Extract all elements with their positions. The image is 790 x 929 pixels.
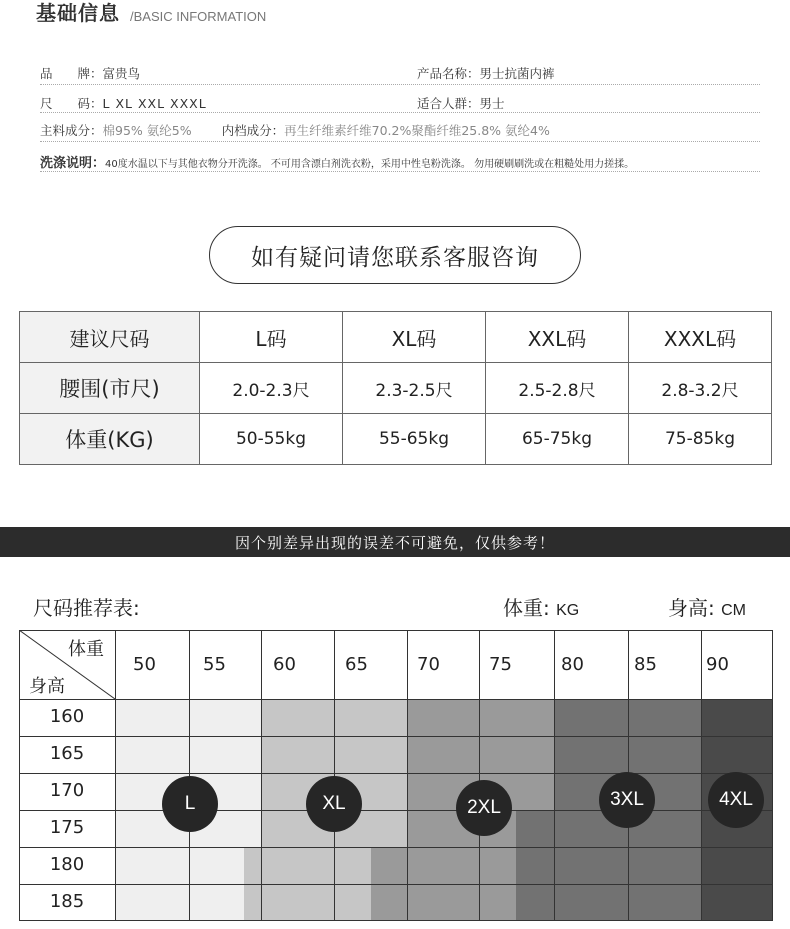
divider: [40, 112, 760, 113]
grid-line: [19, 699, 773, 700]
audience-row: [417, 94, 505, 112]
divider: [40, 141, 760, 142]
weight-header: 80: [561, 654, 584, 675]
size-badge: L: [162, 776, 218, 832]
grid-cell: [554, 699, 628, 736]
grid-cell: [261, 736, 334, 773]
section-title: 基础信息: [36, 1, 120, 25]
size-label: 尺 码：: [40, 96, 103, 111]
weight-header: 70: [417, 654, 440, 675]
table-cell: 2.5-2.8尺: [486, 363, 629, 414]
weight-legend: [503, 592, 579, 621]
weight-header: 75: [489, 654, 512, 675]
grid-line: [701, 630, 702, 921]
table-header-cell: XXL码: [486, 312, 629, 363]
weight-header: 65: [345, 654, 368, 675]
grid-line: [115, 630, 116, 921]
table-cell: 75-85kg: [629, 414, 772, 465]
grid-cell: [554, 884, 628, 921]
height-row-label: 185: [49, 891, 85, 912]
grid-line: [19, 920, 773, 921]
material-value: 棉95% 氨纶5%: [102, 123, 192, 138]
weight-header: 85: [634, 654, 657, 675]
table-row-label: 体重(KG): [20, 414, 200, 465]
corner-weight-label: 体重: [68, 639, 104, 660]
grid-cell: [554, 736, 628, 773]
grid-cell: [115, 847, 189, 884]
lining-label: 内档成分：: [221, 123, 285, 138]
grid-cell: [244, 884, 261, 921]
divider: [40, 84, 760, 85]
height-row-label: 160: [49, 706, 85, 727]
table-cell: 2.0-2.3尺: [200, 363, 343, 414]
grid-line: [772, 630, 773, 921]
section-subtitle: /BASIC INFORMATION: [130, 9, 267, 24]
height-row-label: 170: [49, 780, 85, 801]
grid-cell: [261, 884, 334, 921]
grid-cell: [261, 847, 334, 884]
size-recommendation-grid: [19, 630, 773, 921]
table-cell: 2.8-3.2尺: [629, 363, 772, 414]
lining-value: 再生纤维素纤维70.2%聚酯纤维25.8% 氨纶4%: [284, 123, 550, 138]
grid-line: [19, 736, 773, 737]
size-badge: XL: [306, 776, 362, 832]
size-badge: 2XL: [456, 780, 512, 836]
section-header: [36, 0, 266, 26]
audience-label: 适合人群：: [417, 96, 480, 111]
grid-cell: [261, 699, 334, 736]
grid-line: [554, 630, 555, 921]
grid-cell: [115, 699, 189, 736]
grid-cell: [115, 736, 189, 773]
table-cell: 55-65kg: [343, 414, 486, 465]
material-label: 主料成分：: [40, 123, 103, 138]
grid-cell: [701, 699, 773, 736]
wash-value: 40度水温以下与其他衣物分开洗涤。 不可用含漂白剂洗衣粉，采用中性皂粉洗涤。 勿用硬刷刷洗或在粗糙处用力搓揉。: [105, 159, 635, 170]
product-row: [417, 64, 555, 82]
grid-cell: [628, 884, 701, 921]
contact-service-pill[interactable]: 如有疑问请您联系客服咨询: [209, 226, 581, 284]
table-header-cell: L码: [200, 312, 343, 363]
grid-line: [407, 630, 408, 921]
brand-row: [40, 64, 140, 82]
height-row-label: 180: [49, 854, 85, 875]
corner-height-label: 身高: [29, 676, 65, 697]
wash-row: [40, 152, 634, 171]
material-row: [40, 121, 550, 139]
product-value: 男士抗菌内裤: [479, 66, 555, 81]
height-label: 身高:: [668, 596, 715, 620]
grid-cell: [628, 736, 701, 773]
brand-label: 品 牌：: [40, 66, 103, 81]
grid-cell: [371, 884, 407, 921]
wash-label: 洗涤说明：: [40, 156, 106, 171]
grid-cell: [407, 699, 479, 736]
size-value: L XL XXL XXXL: [102, 96, 207, 111]
grid-cell: [407, 847, 479, 884]
grid-cell: [554, 847, 628, 884]
grid-cell: [189, 736, 261, 773]
grid-cell: [334, 736, 407, 773]
grid-cell: [701, 884, 773, 921]
grid-line: [261, 630, 262, 921]
grid-cell: [628, 847, 701, 884]
height-unit: CM: [721, 602, 746, 619]
weight-unit: KG: [556, 602, 580, 619]
table-row: [20, 414, 772, 465]
grid-cell: [701, 736, 773, 773]
grid-cell: [407, 884, 479, 921]
grid-line: [19, 847, 773, 848]
brand-value: 富贵鸟: [102, 66, 141, 81]
grid-cell: [115, 884, 189, 921]
grid-line: [19, 630, 773, 631]
notice-bar: 因个别差异出现的误差不可避免，仅供参考！: [0, 527, 790, 557]
height-row-label: 175: [49, 817, 85, 838]
table-header-row: [20, 312, 772, 363]
size-table: [19, 311, 772, 465]
table-cell: 2.3-2.5尺: [343, 363, 486, 414]
weight-label: 体重:: [503, 596, 550, 620]
grid-cell: [189, 699, 261, 736]
audience-value: 男士: [479, 96, 505, 111]
table-header-cell: XXXL码: [629, 312, 772, 363]
table-row: [20, 363, 772, 414]
height-row-label: 165: [49, 743, 85, 764]
weight-header: 90: [706, 654, 729, 675]
grid-cell: [334, 699, 407, 736]
divider: [40, 171, 760, 172]
size-row: [40, 94, 207, 112]
grid-line: [19, 810, 773, 811]
weight-header: 50: [133, 654, 156, 675]
height-legend: [668, 592, 746, 621]
weight-header: 55: [203, 654, 226, 675]
product-label: 产品名称：: [417, 66, 480, 81]
grid-cell: [371, 847, 407, 884]
grid-cell: [479, 699, 554, 736]
grid-cell: [516, 847, 554, 884]
grid-cell: [701, 847, 773, 884]
grid-cell: [479, 736, 554, 773]
chart-title: 尺码推荐表:: [33, 596, 140, 620]
grid-cell: [244, 847, 261, 884]
table-header-cell: XL码: [343, 312, 486, 363]
table-cell: 65-75kg: [486, 414, 629, 465]
grid-cell: [628, 699, 701, 736]
table-row-label: 腰围(市尺): [20, 363, 200, 414]
grid-cell: [516, 810, 554, 847]
table-header-cell: 建议尺码: [20, 312, 200, 363]
table-cell: 50-55kg: [200, 414, 343, 465]
grid-line: [19, 773, 773, 774]
grid-line: [19, 884, 773, 885]
weight-header: 60: [273, 654, 296, 675]
grid-line: [479, 630, 480, 921]
grid-cell: [407, 736, 479, 773]
grid-cell: [516, 884, 554, 921]
size-badge: 3XL: [599, 772, 655, 828]
size-badge: 4XL: [708, 772, 764, 828]
